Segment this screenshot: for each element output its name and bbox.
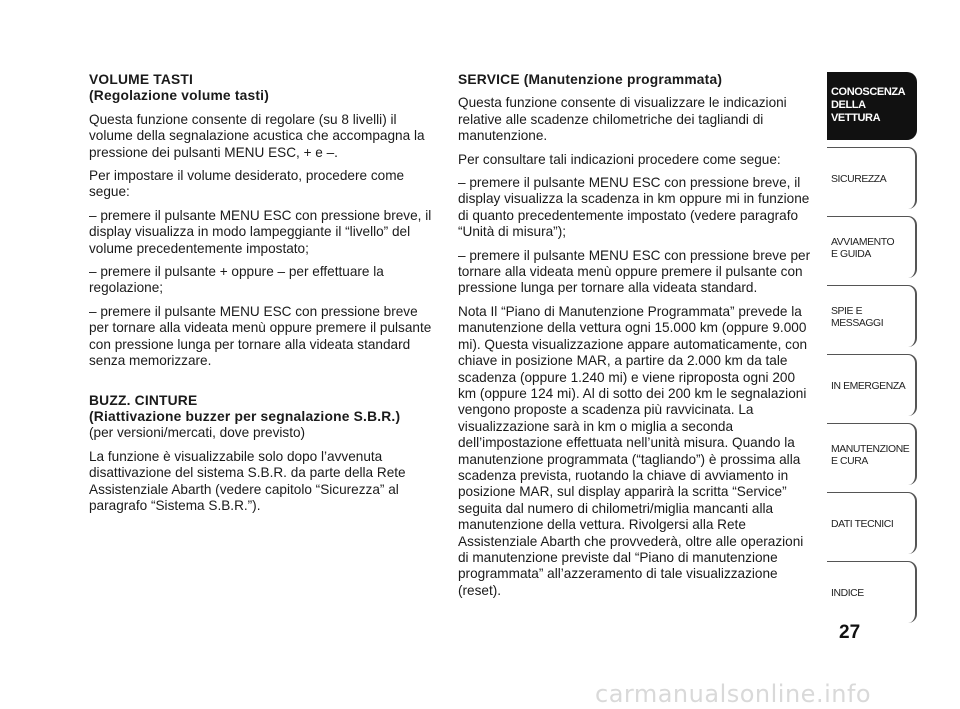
tab-label: AVVIAMENTO bbox=[831, 237, 895, 248]
tab-avviamento-e-guida[interactable] bbox=[827, 216, 917, 278]
chapter-tabs bbox=[827, 72, 917, 630]
paragraph: Per impostare il volume desiderato, procedere come segue: bbox=[89, 168, 405, 200]
tab-indice[interactable] bbox=[827, 561, 917, 623]
volume-tasti-subtitle: (Regolazione volume tasti) bbox=[89, 88, 269, 104]
tab-label: E GUIDA bbox=[831, 249, 871, 260]
tab-label: INDICE bbox=[831, 588, 864, 599]
paragraph: – premere il pulsante MENU ESC con pressione breve per tornare alla videata menù oppure premere il pulsante con pressione lunga per tornare alla videata standard. bbox=[458, 247, 811, 296]
page-number: 27 bbox=[839, 622, 861, 643]
tab-label: IN EMERGENZA bbox=[831, 381, 906, 392]
tab-label: MANUTENZIONE bbox=[831, 444, 910, 455]
buzz-cinture-subtitle: (Riattivazione buzzer per segnalazione S.B.R.) bbox=[89, 408, 401, 424]
tab-sicurezza[interactable] bbox=[827, 147, 917, 209]
left-column bbox=[89, 72, 441, 514]
tab-label: SPIE E bbox=[831, 306, 863, 317]
paragraph: Questa funzione consente di visualizzare le indicazioni relative alle scadenze chilometriche dei tagliandi di manutenzione. bbox=[458, 95, 787, 144]
watermark: carmanualsonline.info bbox=[595, 680, 872, 708]
service-title: SERVICE (Manutenzione programmata) bbox=[458, 72, 723, 87]
paragraph: – premere il pulsante MENU ESC con pressione breve, il display visualizza in modo lampeggiante il “livello” del volume precedentemente impostato; bbox=[89, 207, 432, 256]
paragraph: Questa funzione consente di regolare (su 8 livelli) il volume della segnalazione acustica che accompagna la pressione dei pulsanti MENU ESC, + e –. bbox=[89, 111, 425, 160]
buzz-cinture-title: BUZZ. CINTURE bbox=[89, 392, 198, 408]
middle-column bbox=[458, 72, 816, 599]
volume-tasti-title: VOLUME TASTI bbox=[89, 72, 194, 87]
availability-note: (per versioni/mercati, dove previsto) bbox=[89, 425, 306, 441]
tab-label: CONOSCENZA bbox=[831, 86, 906, 98]
paragraph: La funzione è visualizzabile solo dopo l’avvenuta disattivazione del sistema S.B.R. da parte della Rete Assistenziale Abarth (vedere capitolo “Sicurezza” al paragrafo “Sistema S.B.R.”). bbox=[89, 448, 406, 513]
tab-label: VETTURA bbox=[831, 112, 881, 124]
paragraph: Nota Il “Piano di Manutenzione Programmata” prevede la manutenzione della vettura ogni 15.000 km (oppure 9.000 mi). Questa visualizzazione appare automaticamente, con chiave in posizione MAR, a partire da 2.000 km da tale scadenza (oppure 1.240 mi) e viene riproposta ogni 200 km (oppure 124 mi). Al di sotto dei 200 km le segnalazioni vengono proposte a scadenza più ravvicinata. La visualizzazione sarà in km o miglia a seconda dell’impostazione effettuata nell’unità misura. Quando la manutenzione programmata (“tagliando”) è prossima alla scadenza prevista, ruotando la chiave di avviamento in posizione MAR, sul display apparirà la scritta “Service” seguita dal numero di chilometri/miglia mancanti alla manutenzione della vettura. Rivolgersi alla Rete Assistenziale Abarth che provvederà, oltre alle operazioni di manutenzione previste dal “Piano di manutenzione programmata” all’azzeramento di tale visualizzazione (reset). bbox=[458, 303, 808, 598]
paragraph: – premere il pulsante + oppure – per effettuare la regolazione; bbox=[89, 264, 384, 296]
paragraph: – premere il pulsante MENU ESC con pressione breve per tornare alla videata menù oppure premere il pulsante con pressione lunga per tornare alla videata standard senza memorizzare. bbox=[89, 303, 432, 369]
tab-conoscenza-della-vettura[interactable] bbox=[827, 72, 917, 140]
tab-manutenzione-e-cura[interactable] bbox=[827, 423, 917, 485]
paragraph: – premere il pulsante MENU ESC con pressione breve, il display visualizza la scadenza in km oppure mi in funzione di quanto precedentemente impostato (vedere paragrafo “Unità di misura”); bbox=[458, 175, 810, 240]
tab-spie-e-messaggi[interactable] bbox=[827, 285, 917, 347]
tab-label: DELLA bbox=[831, 99, 866, 111]
tab-in-emergenza[interactable] bbox=[827, 354, 917, 416]
tab-label: SICUREZZA bbox=[831, 174, 887, 185]
tab-label: E CURA bbox=[831, 456, 868, 467]
tab-label: MESSAGGI bbox=[831, 318, 884, 329]
tab-dati-tecnici[interactable] bbox=[827, 492, 917, 554]
tab-label: DATI TECNICI bbox=[831, 519, 894, 530]
paragraph: Per consultare tali indicazioni procedere come segue: bbox=[458, 151, 781, 167]
